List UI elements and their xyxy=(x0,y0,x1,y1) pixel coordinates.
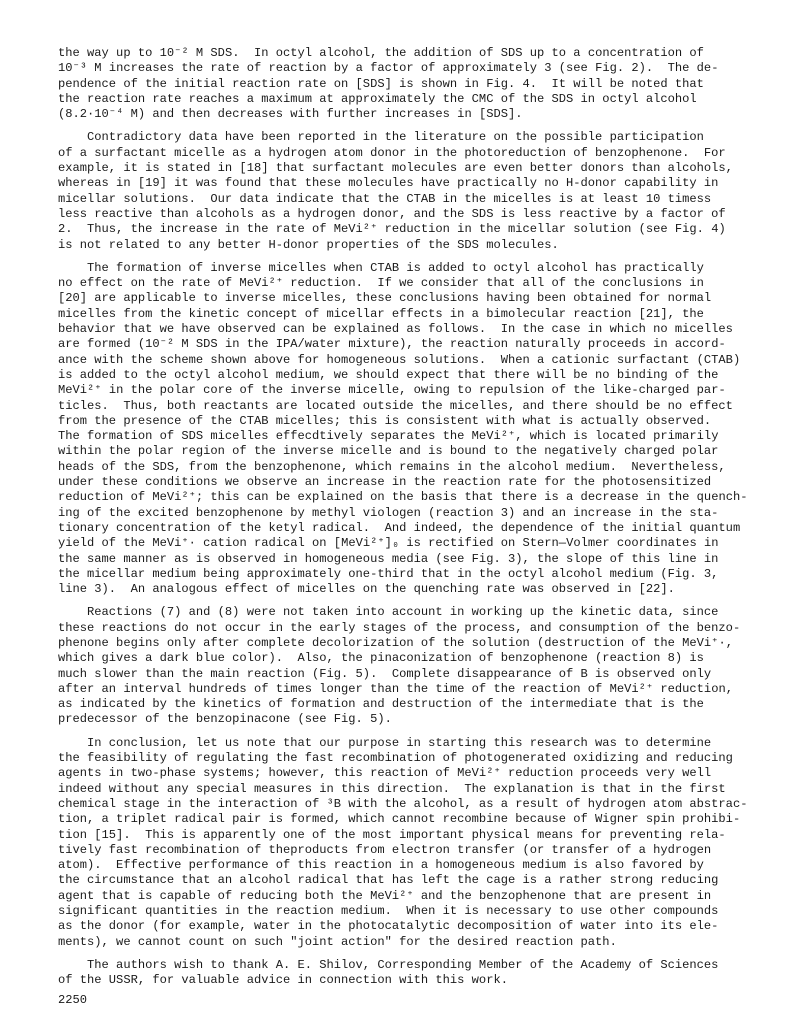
text-line: In conclusion, let us note that our purpose in starting this research was to determine xyxy=(58,735,712,750)
text-line: which gives a dark blue color). Also, the pinaconization of benzophenone (reaction 8) is xyxy=(58,651,704,666)
text-line: significant quantities in the reaction medium. When it is necessary to use other compounds xyxy=(58,904,719,919)
text-line: ticles. Thus, both reactants are located outside the micelles, and there should be no effect xyxy=(58,398,733,413)
text-line: the way up to 10⁻² M SDS. In octyl alcohol, the addition of SDS up to a concentration of xyxy=(58,46,704,60)
text-line: is added to the octyl alcohol medium, we should expect that there will be no binding of the xyxy=(58,367,719,382)
paragraph xyxy=(58,261,768,598)
text-line: 2. Thus, the increase in the rate of MeVi²⁺ reduction in the micellar solution (see Fig. 4) xyxy=(58,222,726,237)
text-line: agents in two-phase systems; however, this reaction of MeVi²⁺ reduction proceeds very well xyxy=(58,766,712,781)
text-line: after an interval hundreds of times longer than the time of the reaction of MeVi²⁺ reduction, xyxy=(58,681,733,696)
text-line: The formation of inverse micelles when CTAB is added to octyl alcohol has practically xyxy=(58,260,704,275)
text-line: Contradictory data have been reported in the literature on the possible participation xyxy=(58,130,704,145)
text-line: whereas in [19] it was found that these molecules have practically no H-donor capability in xyxy=(58,176,719,191)
text-line: The authors wish to thank A. E. Shilov, Corresponding Member of the Academy of Sciences xyxy=(58,957,719,972)
text-line: the feasibility of regulating the fast recombination of photogenerated oxidizing and reducing xyxy=(58,751,733,766)
text-line: no effect on the rate of MeVi²⁺ reduction. If we consider that all of the conclusions in xyxy=(58,276,704,291)
text-line: micellar solutions. Our data indicate that the CTAB in the micelles is at least 10 timess xyxy=(58,191,712,206)
text-line: within the polar region of the inverse micelle and is bound to the negatively charged polar xyxy=(58,444,719,459)
text-line: behavior that we have observed can be explained as follows. In the case in which no micelles xyxy=(58,322,733,337)
text-line: tionary concentration of the ketyl radical. And indeed, the dependence of the initial quantum xyxy=(58,520,741,535)
text-line: of the USSR, for valuable advice in connection with this work. xyxy=(58,973,508,988)
text-line: atom). Effective performance of this reaction in a homogeneous medium is also favored by xyxy=(58,858,704,873)
text-line: the same manner as is observed in homogeneous media (see Fig. 3), the slope of this line in xyxy=(58,551,719,566)
text-line: from the presence of the CTAB micelles; this is consistent with what is actually observed. xyxy=(58,413,712,428)
text-line: phenone begins only after complete decolorization of the solution (destruction of the MeVi⁺·, xyxy=(58,635,733,650)
text-line: tion [15]. This is apparently one of the most important physical means for preventing rela- xyxy=(58,827,726,842)
text-line: tion, a triplet radical pair is formed, which cannot recombine because of Wigner spin prohibi- xyxy=(58,812,741,827)
text-line: tively fast recombination of theproducts from electron transfer (or transfer of a hydrogen xyxy=(58,842,712,857)
text-line: Reactions (7) and (8) were not taken into account in working up the kinetic data, since xyxy=(58,605,719,620)
paragraph xyxy=(58,46,768,122)
text-line: ments), we cannot count on such "joint action" for the desired reaction path. xyxy=(58,934,617,949)
text-line: as indicated by the kinetics of formation and destruction of the intermediate that is the xyxy=(58,697,704,712)
text-line: the circumstance that an alcohol radical that has left the cage is a rather strong reducing xyxy=(58,873,719,888)
text-line: chemical stage in the interaction of ³B with the alcohol, as a result of hydrogen atom abstrac- xyxy=(58,796,748,811)
text-line: these reactions do not occur in the early stages of the process, and consumption of the benzo- xyxy=(58,620,741,635)
text-line: heads of the SDS, from the benzophenone, which remains in the alcohol medium. Nevertheless, xyxy=(58,459,726,474)
text-line: under these conditions we observe an increase in the reaction rate for the photosensitized xyxy=(58,475,712,490)
text-line: ing of the excited benzophenone by methyl viologen (reaction 3) and an increase in the sta- xyxy=(58,505,719,520)
text-line: less reactive than alcohols as a hydrogen donor, and the SDS is less reactive by a factor of xyxy=(58,206,726,221)
paragraph xyxy=(58,736,768,950)
text-line: line 3). An analogous effect of micelles on the quenching rate was observed in [22]. xyxy=(58,582,675,597)
text-line: ance with the scheme shown above for homogeneous solutions. When a cationic surfactant (CTAB) xyxy=(58,352,741,367)
text-line: pendence of the initial reaction rate on [SDS] is shown in Fig. 4. It will be noted that xyxy=(58,76,704,91)
text-line: [20] are applicable to inverse micelles, these conclusions having been obtained for normal xyxy=(58,291,712,306)
text-line: (8.2·10⁻⁴ M) and then decreases with further increases in [SDS]. xyxy=(58,107,523,122)
paragraph xyxy=(58,605,768,727)
text-line: micelles from the kinetic concept of micellar effects in a bimolecular reaction [21], the xyxy=(58,306,704,321)
text-line: are formed (10⁻² M SDS in the IPA/water mixture), the reaction naturally proceeds in accord- xyxy=(58,337,726,352)
text-line: predecessor of the benzopinacone (see Fig. 5). xyxy=(58,712,392,727)
text-line: agent that is capable of reducing both the MeVi²⁺ and the benzophenone that are present in xyxy=(58,888,712,903)
paragraph xyxy=(58,958,768,989)
text-line: yield of the MeVi⁺· cation radical on [MeVi²⁺]₀ is rectified on Stern—Volmer coordinates in xyxy=(58,536,719,551)
paragraph xyxy=(58,130,768,252)
text-line: The formation of SDS micelles effecdtively separates the MeVi²⁺, which is located primarily xyxy=(58,429,719,444)
text-line: the reaction rate reaches a maximum at approximately the CMC of the SDS in octyl alcohol xyxy=(58,91,697,106)
text-line: indeed without any special measures in this direction. The explanation is that in the first xyxy=(58,781,726,796)
text-line: 10⁻³ M increases the rate of reaction by a factor of approximately 3 (see Fig. 2). The de- xyxy=(58,61,719,76)
text-line: as the donor (for example, water in the photocatalytic decomposition of water into its ele- xyxy=(58,919,719,934)
text-line: much slower than the main reaction (Fig. 5). Complete disappearance of B is observed only xyxy=(58,666,712,681)
document-body xyxy=(58,46,768,997)
text-line: of a surfactant micelle as a hydrogen atom donor in the photoreduction of benzophenone. For xyxy=(58,145,726,160)
text-line: example, it is stated in [18] that surfactant molecules are even better donors than alcohols, xyxy=(58,161,733,176)
text-line: the micellar medium being approximately one-third that in the octyl alcohol medium (Fig. 3, xyxy=(58,566,719,581)
text-line: MeVi²⁺ in the polar core of the inverse micelle, owing to repulsion of the like-charged par- xyxy=(58,383,726,398)
text-line: reduction of MeVi²⁺; this can be explained on the basis that there is a decrease in the quench- xyxy=(58,490,748,505)
page-number: 2250 xyxy=(58,993,88,1007)
text-line: is not related to any better H-donor properties of the SDS molecules. xyxy=(58,237,559,252)
